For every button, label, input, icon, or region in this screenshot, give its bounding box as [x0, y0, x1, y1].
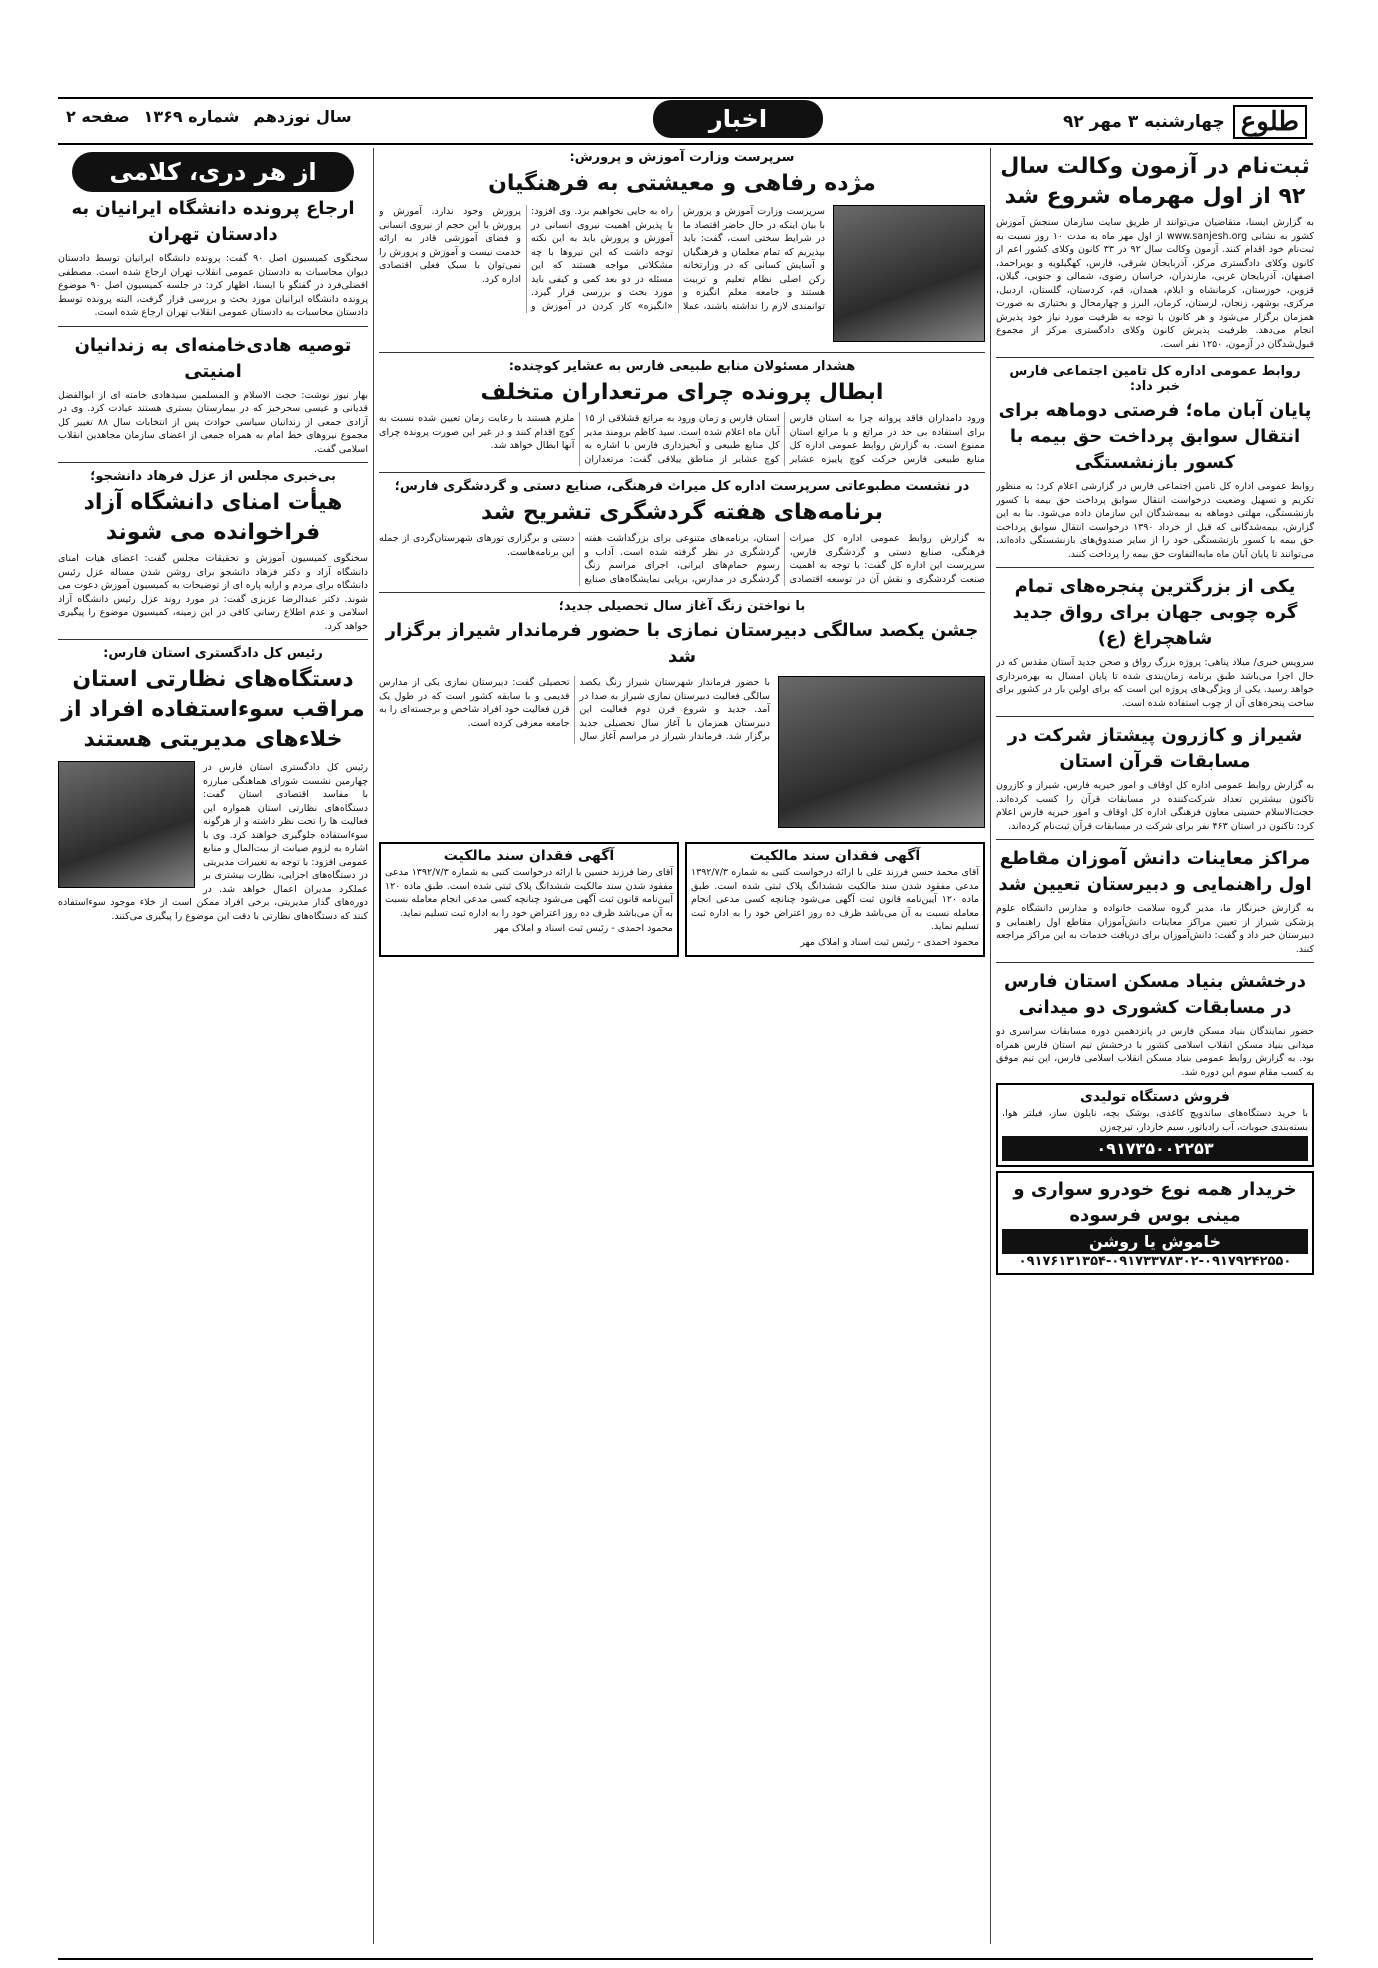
- issue-number: شماره ۱۳۶۹: [143, 107, 240, 126]
- headline: هیأت امنای دانشگاه آزاد فراخوانده می شوند: [83, 490, 343, 545]
- official-photo: [58, 761, 195, 888]
- column-divider: [990, 148, 991, 1944]
- ad-phone: ۰۹۱۷۶۱۳۱۳۵۴-۰۹۱۷۳۳۷۸۳۰۲-۰۹۱۷۹۲۴۲۵۵۰: [1018, 1254, 1292, 1269]
- headline: دستگاه‌های نظارتی استان مراقب سوءاستفاده افراد از خلاء‌های مدیریتی هستند: [61, 667, 365, 752]
- kicker: در نشست مطبوعاتی سرپرست اداره کل میراث فرهنگی، صنایع دستی و گردشگری فارس؛: [394, 479, 970, 494]
- headline: ارجاع پرونده دانشگاه ایرانیان به دادستان تهران: [71, 198, 355, 245]
- center-column: [379, 148, 985, 1944]
- article-body: سخنگوی کمیسیون آموزش و تحقیقات مجلس گفت: اعضای هیات امنای دانشگاه آزاد و دکتر فرهاد دانشجو برای روشن شدن مساله عزل رئیس دانشگاه برای مردم و ارایه پاره ای از توضیحات به کمیسیون آموزش دعوت می شوند. دکتر عبدالرضا عزیزی گفت: در مورد روند عزل رئیس دانشگاه آزاد اسلامی و عدم اطلاع رسانی کافی در این زمینه، کمیسیون موضوع را پیگیری خواهد کرد.: [58, 553, 368, 632]
- divider: [996, 839, 1314, 840]
- headline: شیراز و کازرون پیشتاز شرکت در مسابقات قرآن استان: [1007, 725, 1303, 772]
- headline: ثبت‌نام در آزمون وکالت سال ۹۲ از اول مهرماه شروع شد: [1000, 154, 1310, 209]
- left-column: [58, 148, 368, 1944]
- divider: [996, 716, 1314, 717]
- divider: [58, 639, 368, 640]
- column-banner: از هر دری، کلامی: [72, 152, 354, 192]
- notice-body: آقای رضا فرزند حسین با ارائه درخواست کتبی به شماره ۱۳۹۲/۷/۳ مدعی مفقود شدن سند مالکیت ششدانگ پلاک ثبتی شده است. طبق ماده ۱۲۰ آیین‌نامه قانون ثبت آگهی می‌شود چنانچه کسی مدعی انجام معامله نسبت به آن می‌باشد ظرف ده روز اعتراض خود را به اداره ثبت تسلیم نماید.: [385, 867, 674, 919]
- article-body: به گزارش خبرنگار ما، مدیر گروه سلامت خانواده و مدارس دانشگاه علوم پزشکی شیراز از تعیین مراکز معاینات دانش‌آموزان مقاطع اول راهنمایی و دبیرستان خبر داد و گفت: دانش‌آموزان برای دریافت خدمات به این مراکز مراجعه کنند.: [996, 903, 1314, 955]
- headline: یکی از بزرگترین پنجره‌های تمام گره چوبی جهان برای رواق جدید شاهچراغ (ع): [1012, 576, 1298, 649]
- article-body: به گزارش روابط عمومی اداره کل اوقاف و امور خیریه فارس، شیراز و کازرون تاکنون بیشترین تعداد شرکت‌کننده در مسابقات قرآن را کسب کرده‌اند. حجت‌الاسلام حسینی معاون فرهنگی اداره کل اوقاف و امور خیریه فارس اعلام کرد: تاکنون در استان ۴۶۳ نفر برای شرکت در مسابقات قرآن ثبت‌نام کرده‌اند.: [996, 780, 1314, 832]
- classified-ad: [996, 1171, 1314, 1275]
- article-body: ورود دامداران فاقد پروانه چرا به استان فارس برای استفاده بی حد در مراتع و با مراتع استان ممنوع است. به گزارش روابط عمومی اداره کل منابع طبیعی فارس حرکت کوچ پاییزه عشایر استان فارس و زمان ورود به مراتع قشلاقی از ۱۵ آبان ماه اعلام شده است. سید کاظم برومند مدیر کل منابع طبیعی و آبخیزداری فارس با اشاره به کوچ عشایر از مناطق ییلاقی گفت: مرتعداران ملزم هستند با رعایت زمان تعیین شده نسبت به کوچ اقدام کنند و در غیر این صورت پرونده چرای آنها ابطال خواهد شد.: [379, 413, 985, 465]
- issue-date: چهارشنبه ۳ مهر ۹۲: [1062, 112, 1225, 132]
- article-body: بهار نیوز نوشت: حجت الاسلام و المسلمین سیدهادی خامنه ای از ابوالفضل قدیانی و عیسی سحرخیز که در بیمارستان بستری هستند عیادت کرد. وی در آزادی جمعی از زندانیان سیاسی حوادث پس از انتخابات سال ۸۸ تغییر کل مجموع نیروهای خط امام به همراه جمعی از اعضای سازمان مجاهدین انقلاب اسلامی گفت.: [58, 389, 368, 455]
- divider: [379, 472, 985, 473]
- headline: توصیه هادی‌خامنه‌ای به زندانیان امنیتی: [74, 334, 352, 382]
- divider: [996, 962, 1314, 963]
- column-divider: [373, 148, 374, 1944]
- notice-signature: محمود احمدی - رئیس ثبت اسناد و املاک مهر: [800, 936, 979, 948]
- ad-tag: خاموش یا روشن: [1002, 1229, 1308, 1254]
- section-title: اخبار: [653, 100, 823, 138]
- divider: [996, 567, 1314, 568]
- headline: مژده رفاهی و معیشتی به فرهنگیان: [488, 171, 876, 196]
- notice-title: آگهی فقدان سند مالکیت: [443, 848, 615, 864]
- article-body: حضور نمایندگان بنیاد مسکن فارس در پانزدهمین دوره مسابقات سراسری دو میدانی بنیاد مسکن انقلاب اسلامی کشور با درخشش تیم استان فارس همراه بود. به گزارش روابط عمومی بنیاد مسکن انقلاب اسلامی فارس، این تیم موفق به کسب مقام سوم این دوره شد.: [996, 1026, 1314, 1078]
- headline: ابطال پرونده چرای مرتعداران متخلف: [480, 380, 884, 405]
- classified-ad: [996, 1083, 1314, 1167]
- divider: [58, 326, 368, 327]
- article-body: به گزارش ایسنا، متقاضیان می‌توانند از طریق سایت سازمان سنجش آموزش کشور به نشانی www.sanjesh.org از اول مهر ماه به مدت ۱۰ روز نسبت به ثبت‌نام خود اقدام کنند. آزمون وکالت سال ۹۲ در ۳۳ کانون وکلای کشور اعم از کانون وکلای دادگستری مرکز، آذربایجان شرقی، فارس، کهگیلویه و بویراحمد، اصفهان، آذربایجان غربی، مازندران، خراسان رضوی، شمالی و جنوبی، گیلان، قزوین، خوزستان، کرمانشاه و ایلام، همدان، قم، کردستان، گلستان، اردبیل، مرکزی، بوشهر، زنجان، لرستان، کرمان، البرز و چهارمحال و بختیاری به صورت همزمان برگزار می‌شود و هر کانون با توجه به ظرفیت مورد نیاز خود پذیرش انجام می‌دهد. ظرفیت پذیرش کانون وکلای دادگستری مرکز از مجموع قبول‌شدگان در آزمون، ۱۲۵۰ نفر است.: [996, 217, 1314, 350]
- article-body: سخنگوی کمیسیون اصل ۹۰ گفت: پرونده دانشگاه ایرانیان توسط دادستان دیوان محاسبات به دادستان عمومی انقلاب تهران ارجاع شده است. مصطفی افضلی‌فرد در گفتگو با ایسنا، اظهار کرد: در جلسه کمیسیون اصل ۹۰ موضوع پرونده دانشگاه ایرانیان مورد بحث و بررسی قرار گرفت، البته پرونده توسط دادستان محاسبات به دادستان عمومی انقلاب تهران ارجاع شده است.: [58, 253, 368, 318]
- headline: جشن یکصد سالگی دبیرستان نمازی با حضور فرماندار شیراز برگزار شد: [385, 620, 979, 667]
- article-body: رئیس کل دادگستری استان فارس در چهارمین نشست شورای هماهنگی مبارزه با مفاسد اقتصادی استان گفت: دستگاه‌های نظارتی استان همواره این فعالیت ها را تحت نظر داشته و از هرگونه سوءاستفاده جلوگیری خواهند کرد. وی با اشاره به لزوم صیانت از بیت‌المال و منابع عمومی افزود: با توجه به تغییرات مدیریتی در دستگاه‌های اجرایی، نظارت بیشتری بر عملکرد مدیران اعمال خواهد شد. در دوره‌های گذار مدیریتی، برخی افراد ممکن است از خلاء موجود سوءاستفاده کنند که دستگاه‌های نظارتی با دقت این موضوع را پیگیری می‌کنند.: [58, 762, 368, 922]
- headline: مراکز معاینات دانش آموزان مقاطع اول راهنمایی و دبیرستان تعیین شد: [998, 848, 1312, 895]
- ad-body: با خرید دستگاه‌های ساندویچ کاغذی، بوشک بچه، نایلون ساز، فیلتر هوا، بسته‌بندی حبوبات، آب رادیاتور، سیم خاردار، تیرچه‌زن: [1002, 1108, 1308, 1133]
- page-footer-rule: [58, 1958, 1313, 1960]
- ad-phone: ۰۹۱۷۳۵۰۰۲۲۵۳: [1002, 1136, 1308, 1161]
- headline: درخشش بنیاد مسکن استان فارس در مسابقات کشوری دو میدانی: [1003, 971, 1307, 1018]
- headline: پایان آبان ماه؛ فرصتی دوماهه برای انتقال سوابق پرداخت حق بیمه با کسور بازنشستگی: [998, 400, 1312, 473]
- kicker: بی‌خبری مجلس از عزل فرهاد دانشجو؛: [90, 469, 336, 484]
- kicker: هشدار مسئولان منابع طبیعی فارس به عشایر کوچنده:: [508, 359, 856, 374]
- official-photo: [833, 205, 985, 342]
- article-body: با حضور فرماندار شهرستان شیراز زنگ یکصد سالگی فعالیت دبیرستان نمازی شیراز به صدا در آمد. جدید و شروع قرن دوم فعالیت این دبیرستان همزمان با آغاز سال تحصیلی جدید برگزار شد. فرماندار شیراز در مراسم آغاز سال تحصیلی گفت: دبیرستان نمازی یکی از مدارس قدیمی و با سابقه کشور است که در طول یک قرن فعالیت خود افراد شاخص و برجسته‌ای را به جامعه معرفی کرده است.: [379, 677, 770, 742]
- kicker: روابط عمومی اداره کل تامین اجتماعی فارس خبر داد:: [1009, 364, 1301, 394]
- page-number: صفحه ۲: [66, 107, 130, 126]
- masthead: [58, 97, 1313, 145]
- article-body: روابط عمومی اداره کل تامین اجتماعی فارس در گزارشی اعلام کرد: به منظور تکریم و تسهیل وضعیت درخواست انتقال سوابق پرداخت حق بیمه با کسور بازنشستگی، مهلتی دوماهه به بیمه‌شدگان این سازمان داده می‌شود. بنا به این گزارش، بیمه‌شدگانی که قبل از خرداد ۱۳۹۰ درخواست انتقال سوابق پرداخت حق بیمه با کسور بازنشستگی خود را از سایر صندوق‌های بازنشستگی داده‌اند، می‌توانند تا پایان آبان ماه مابه‌التفاوت حق بیمه را پرداخت کنند.: [996, 481, 1314, 560]
- divider: [379, 592, 985, 593]
- legal-notice: [379, 842, 679, 957]
- article-body: به گزارش روابط عمومی اداره کل میراث فرهنگی، صنایع دستی و گردشگری فارس، سرپرست این اداره کل گفت: با توجه به اهمیت صنعت گردشگری و نقش آن در توسعه اقتصادی استان، برنامه‌های متنوعی برای بزرگداشت هفته گردشگری در نظر گرفته شده است. آداب و رسوم حمام‌های ایرانی، اجرای مراسم زنگ گردشگری در مدارس، برپایی نمایشگاه‌های صنایع دستی و برگزاری تورهای شهرستان‌گردی از جمله این برنامه‌هاست.: [379, 533, 985, 585]
- notice-body: آقای محمد حسن فرزند علی با ارائه درخواست کتبی به شماره ۱۳۹۲/۷/۳ مدعی مفقود شدن سند مالکیت ششدانگ پلاک ثبتی شده است. طبق ماده ۱۲۰ آیین‌نامه قانون ثبت آگهی می‌شود چنانچه کسی مدعی انجام معامله نسبت به آن می‌باشد ظرف ده روز اعتراض خود را به اداره ثبت تسلیم نماید.: [691, 867, 979, 932]
- ad-title: فروش دستگاه تولیدی: [1080, 1089, 1230, 1105]
- legal-notice: [685, 842, 985, 957]
- kicker: با نواختن زنگ آغاز سال تحصیلی جدید؛: [558, 599, 806, 614]
- divider: [58, 462, 368, 463]
- ceremony-photo: [778, 676, 985, 828]
- headline: برنامه‌های هفته گردشگری تشریح شد: [481, 500, 883, 525]
- article-body: سرپرست وزارت آموزش و پرورش با بیان اینکه در حال حاضر اقتصاد ما در شرایط سختی است، گفت: باید بپذیریم که تمام معلمان و فرهنگیان و آسایش کسانی که در وزارتخانه رکن اصلی نظام تعلیم و تربیت هستند و جامعه معلم انگیزه و توانمندی لازم را نداشته باشند، عملا راه به جایی نخواهیم برد. وی افزود: با پذیرش اهمیت نیروی انسانی در آموزش و پرورش باید به این نکته توجه داشت که این نیروها با چه مشکلاتی مواجه هستند که این مسئله در دو بعد کمی و کیفی باید مورد بحث و بررسی قرار گیرد. «انگیزه» کار کردن در آموزش و پرورش وجود ندارد. آموزش و پرورش با این حجم از نیروی انسانی و فضای آموزشی قادر به ارائه خدمت نیست و آموزش و پرورش را نمی‌توان با سبک فعلی اقتصادی اداره کرد.: [379, 206, 825, 312]
- year-label: سال نوزدهم: [253, 107, 352, 126]
- article-body: سرویس خبری/ میلاد پناهی: پروژه بزرگ رواق و صحن جدید آستان مقدس که در حال اجرا می‌باشد طبق برنامه زمان‌بندی شده تا پایان امسال به بهره‌برداری خواهد رسید. یکی از ویژگی‌های پروژه این است که برای اولین بار در کشور برای ساخت پنجره‌های آن از چوب استفاده شده است.: [996, 657, 1314, 709]
- masthead-date-block: [1063, 105, 1307, 139]
- kicker: سرپرست وزارت آموزش و پرورش:: [569, 150, 795, 165]
- notice-title: آگهی فقدان سند مالکیت: [749, 848, 921, 864]
- divider: [996, 357, 1314, 358]
- issue-info: [66, 107, 352, 126]
- kicker: رئیس کل دادگستری استان فارس:: [103, 646, 323, 661]
- ad-title: خریدار همه نوع خودرو سواری و مینی بوس فرسوده: [1013, 1179, 1297, 1226]
- newspaper-logo: طلوع: [1233, 105, 1307, 139]
- right-column: [996, 148, 1314, 1944]
- divider: [379, 352, 985, 353]
- notice-signature: محمود احمدی - رئیس ثبت اسناد و املاک مهر: [494, 923, 673, 934]
